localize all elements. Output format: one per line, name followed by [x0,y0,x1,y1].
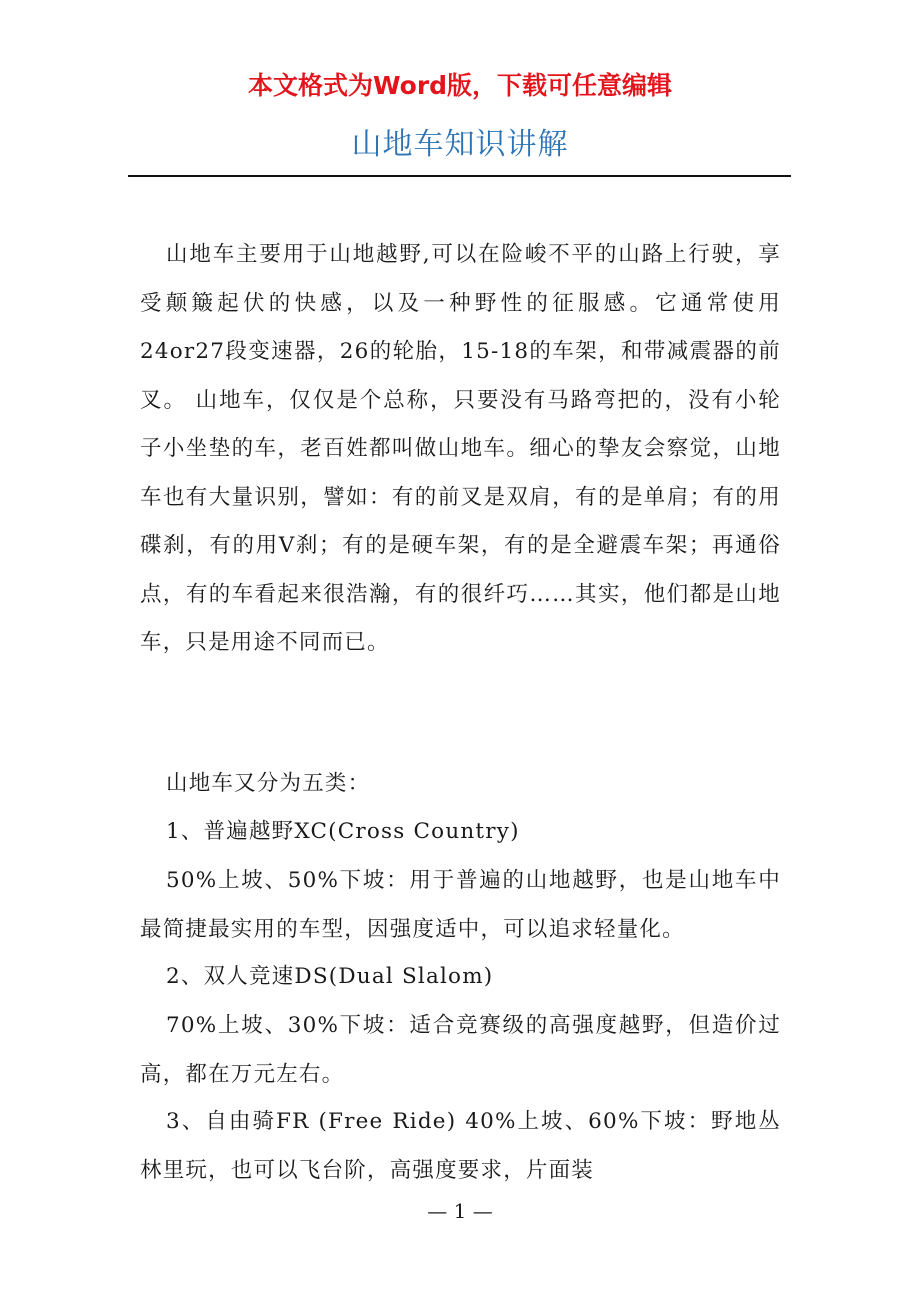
category-heading: 山地车又分为五类： [166,771,371,796]
page-number: — 1 — [427,1199,493,1223]
category-xc-heading: 1、普遍越野XC(Cross Country) [166,819,520,844]
title-divider [128,175,791,177]
intro-paragraph: 山地车主要用于山地越野,可以在险峻不平的山路上行驶，享受颠簸起伏的快感，以及一种野性的征服感。它通常使用24or27段变速器，26的轮胎，15-18的车架，和带减震器的前叉。 山地车，仅仅是个总称，只要没有马路弯把的，没有小轮子小坐垫的车，老百姓都叫做山地车。细心的挚友会察觉，山地车也有大量识别，譬如：有的前叉是双肩，有的是单肩；有的用碟刹，有的用V刹；有的是硬车架，有的是全避震车架；再通俗点，有的车看起来很浩瀚，有的很纤巧……其实，他们都是山地车，只是用途不同而已。 [140,242,781,655]
category-ds-heading: 2、双人竞速DS(Dual Slalom) [166,964,494,989]
category-xc-description: 50%上坡、50%下坡：用于普遍的山地越野，也是山地车中最简捷最实用的车型，因强度适中，可以追求轻量化。 [140,868,781,942]
category-ds-description: 70%上坡、30%下坡：适合竞赛级的高强度越野，但造价过高，都在万元左右。 [140,1013,781,1087]
download-banner: 本文格式为Word版，下载可任意编辑 [247,71,673,100]
document-title: 山地车知识讲解 [351,127,569,162]
category-fr-paragraph: 3、自由骑FR (Free Ride) 40%上坡、60%下坡：野地丛林里玩，也可以飞台阶，高强度要求，片面装 [140,1109,781,1183]
